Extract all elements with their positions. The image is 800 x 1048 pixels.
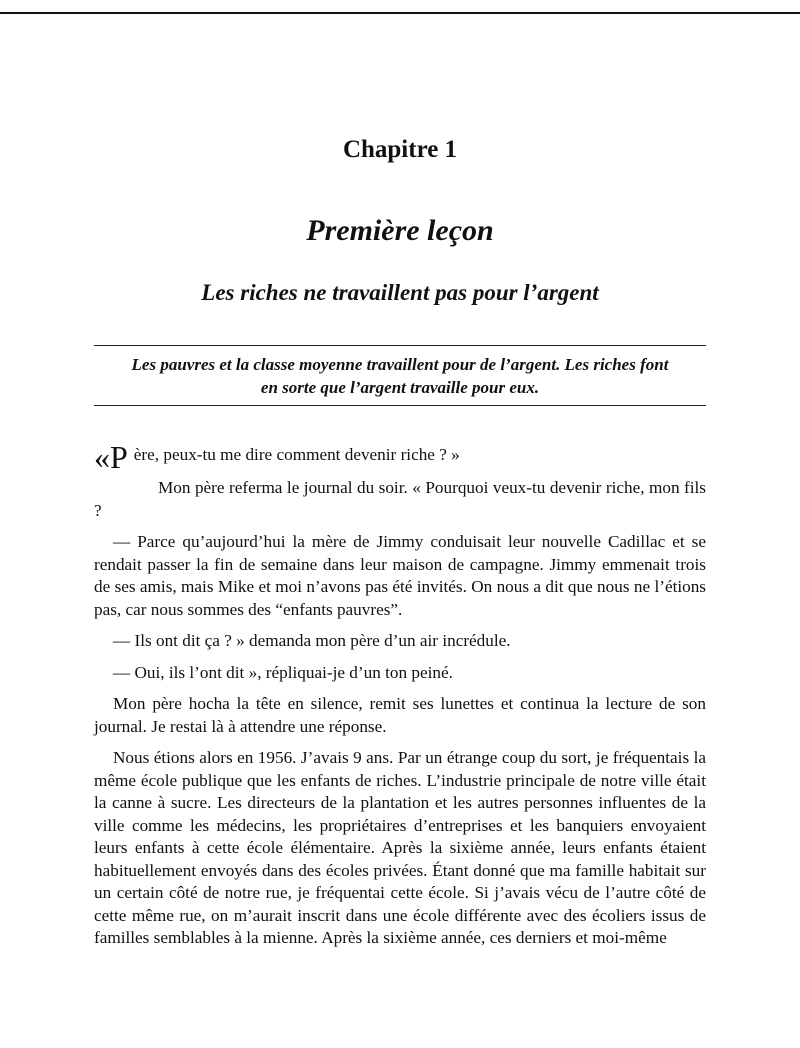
body-paragraph: — Parce qu’aujourd’hui la mère de Jimmy conduisait leur nouvelle Cadillac et se rendait passer la fin de semaine dans leur maison de campagne. Jimmy emmenait trois de ses amis, mais Mike et moi n’avons pas été invités. On nous a dit que nous ne l’étions pas, car nous sommes des “enfants pauvres”. (94, 532, 706, 619)
key-quote-callout (94, 345, 706, 406)
lesson-subtitle: Les riches ne travaillent pas pour l’argent (201, 280, 599, 305)
page-top-rule (0, 12, 800, 14)
body-paragraph: — Ils ont dit ça ? » demanda mon père d’un air incrédule. (113, 631, 511, 650)
callout-line: en sorte que l’argent travaille pour eux. (260, 378, 540, 397)
paragraph-text: ère, peux-tu me dire comment devenir riche ? » (133, 445, 460, 464)
chapter-body (94, 439, 706, 950)
body-paragraph: Nous étions alors en 1956. J’avais 9 ans. Par un étrange coup du sort, je fréquentais la même école publique que les enfants de riches. L’industrie principale de notre ville était la canne à sucre. Les directeurs de la plantation et les autres personnes influentes de la ville comme les médecins, les propriétaires d’entreprises et les banquiers envoyaient leurs enfants à cette école élémentaire. Après la sixième année, leurs enfants étaient habituellement envoyés dans des écoles privées. Étant donné que ma famille habitait sur un certain côté de notre rue, je fréquentai cette école. Si j’avais vécu de l’autre côté de cette même rue, on m’aurait inscrit dans une école différente avec des écoliers issus de familles semblables à la mienne. Après la sixième année, ces derniers et moi-même (94, 748, 706, 947)
lesson-title: Première leçon (306, 214, 494, 247)
body-paragraph: Mon père referma le journal du soir. « Pourquoi veux-tu devenir riche, mon fils ? (94, 478, 706, 520)
opening-paragraph (94, 439, 706, 475)
chapter-label: Chapitre 1 (342, 136, 458, 163)
drop-cap: «P (94, 439, 128, 475)
body-paragraph: — Oui, ils l’ont dit », répliquai-je d’un ton peiné. (113, 662, 453, 682)
callout-line: Les pauvres et la classe moyenne travaillent pour de l’argent. Les riches font (131, 355, 669, 374)
body-paragraph: Mon père hocha la tête en silence, remit ses lunettes et continua la lecture de son journal. Je restai là à attendre une réponse. (94, 694, 706, 736)
